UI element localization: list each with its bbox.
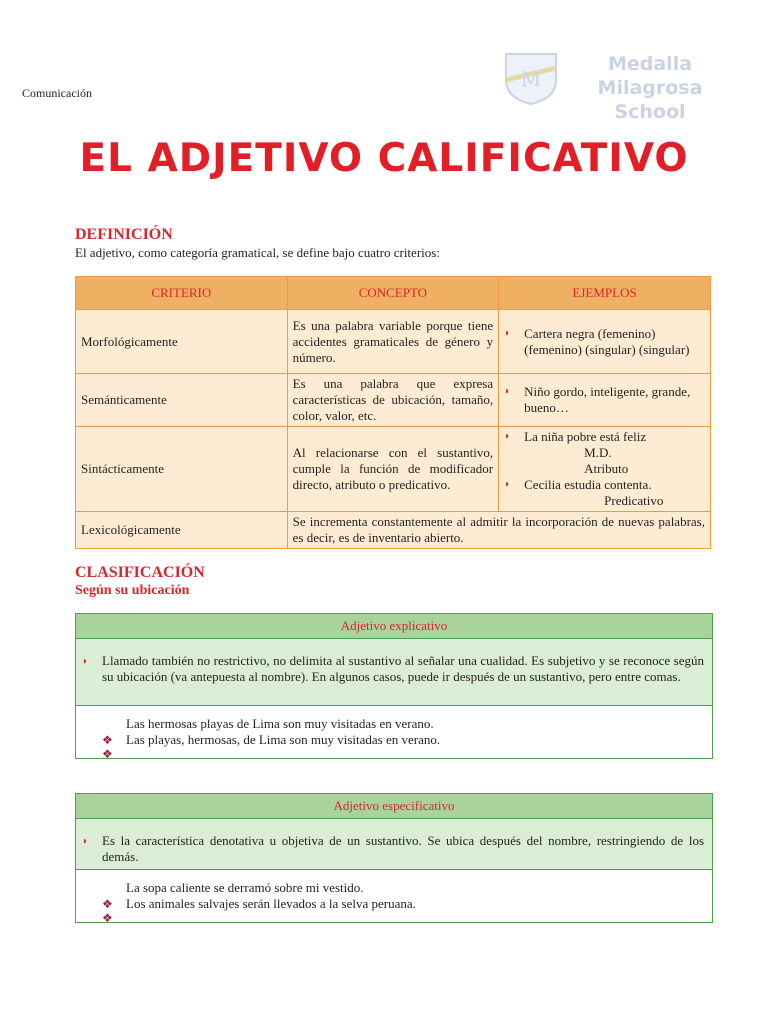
ejemplos-cell [499, 310, 711, 374]
bullet-icon: ◗ [504, 386, 511, 397]
example-text: Cecilia estudia contenta. [524, 477, 652, 492]
box-title: Adjetivo explicativo [76, 614, 712, 639]
bullet-icon: ◗ [82, 836, 89, 847]
svg-text:M: M [520, 67, 542, 91]
clasificacion-heading: CLASIFICACIÓN [75, 564, 205, 581]
description-text: Es la característica denotativa u objetiva de un sustantivo. Se ubica después del nombre, restringiendo de los demás. [102, 833, 704, 864]
example-text: Niño gordo, inteligente, grande, bueno… [524, 384, 691, 415]
diamond-bullet-icon: ❖ [102, 747, 113, 761]
example-line: Las playas, hermosas, de Lima son muy visitadas en verano. [126, 732, 441, 747]
school-name: Medalla Milagrosa School [597, 53, 703, 123]
definicion-text: El adjetivo, como categoría gramatical, se define bajo cuatro criterios: [75, 245, 440, 260]
diamond-bullet-icon: ❖ [102, 733, 113, 747]
function-label: Predicativo [604, 493, 664, 508]
concepto-cell: Al relacionarse con el sustantivo, cumple la función de modificador directo, atributo o predicativo. [287, 427, 499, 512]
criterio-cell: Morfológicamente [76, 310, 288, 374]
table-row [76, 512, 711, 549]
function-label: M.D. [584, 445, 612, 460]
school-logo [502, 50, 742, 123]
example-line: La sopa caliente se derramó sobre mi vestido. [126, 880, 364, 895]
bullet-icon: ◗ [504, 431, 511, 442]
ejemplos-cell [499, 374, 711, 427]
table-row [76, 310, 711, 374]
definicion-heading: DEFINICIÓN [75, 226, 173, 243]
explicativo-box [75, 613, 713, 759]
examples-area [76, 706, 712, 761]
column-header: CONCEPTO [287, 277, 499, 310]
criterio-cell: Semánticamente [76, 374, 288, 427]
clasificacion-subheading: Según su ubicación [75, 583, 190, 598]
example-text: Cartera negra (femenino)(femenino) (singular) (singular) [524, 325, 690, 357]
table-header-row [76, 277, 711, 310]
criterio-cell: Sintácticamente [76, 427, 288, 512]
page-title: EL ADJETIVO CALIFICATIVO [79, 136, 689, 181]
box-description [76, 819, 712, 870]
concepto-cell: Es una palabra variable porque tiene accidentes gramaticales de género y número. [287, 310, 499, 374]
school-crest-icon [502, 50, 560, 106]
especificativo-box [75, 793, 713, 923]
concepto-cell: Es una palabra que expresa características de ubicación, tamaño, color, valor, etc. [287, 374, 499, 427]
bullet-icon: ◗ [82, 656, 89, 667]
diamond-bullet-icon: ❖ [102, 897, 113, 911]
example-line: Los animales salvajes serán llevados a la selva peruana. [126, 896, 416, 911]
criteria-table [75, 276, 711, 549]
bullet-icon: ◗ [504, 327, 511, 339]
description-text: Llamado también no restrictivo, no delimita al sustantivo al señalar una cualidad. Es subjetivo y se reconoce según su ubicación (va antepuesta al nombre). En algunos casos, puede ir después de un sustantivo, pero entre comas. [102, 653, 704, 684]
example-text: La niña pobre está feliz [524, 429, 647, 444]
column-header: CRITERIO [76, 277, 288, 310]
subject-label: Comunicación [22, 86, 92, 100]
box-title: Adjetivo especificativo [76, 794, 712, 819]
box-description [76, 639, 712, 706]
criterio-cell: Lexicológicamente [76, 512, 288, 549]
column-header: EJEMPLOS [499, 277, 711, 310]
example-line: Las hermosas playas de Lima son muy visitadas en verano. [126, 716, 434, 731]
table-row [76, 374, 711, 427]
concepto-cell: Se incrementa constantemente al admitir la incorporación de nuevas palabras, es decir, es de inventario abierto. [287, 512, 710, 549]
function-label: Atributo [584, 461, 629, 476]
bullet-icon: ◗ [504, 479, 511, 490]
examples-area [76, 870, 712, 925]
diamond-bullet-icon: ❖ [102, 911, 113, 925]
table-row [76, 427, 711, 512]
ejemplos-cell [499, 427, 711, 512]
